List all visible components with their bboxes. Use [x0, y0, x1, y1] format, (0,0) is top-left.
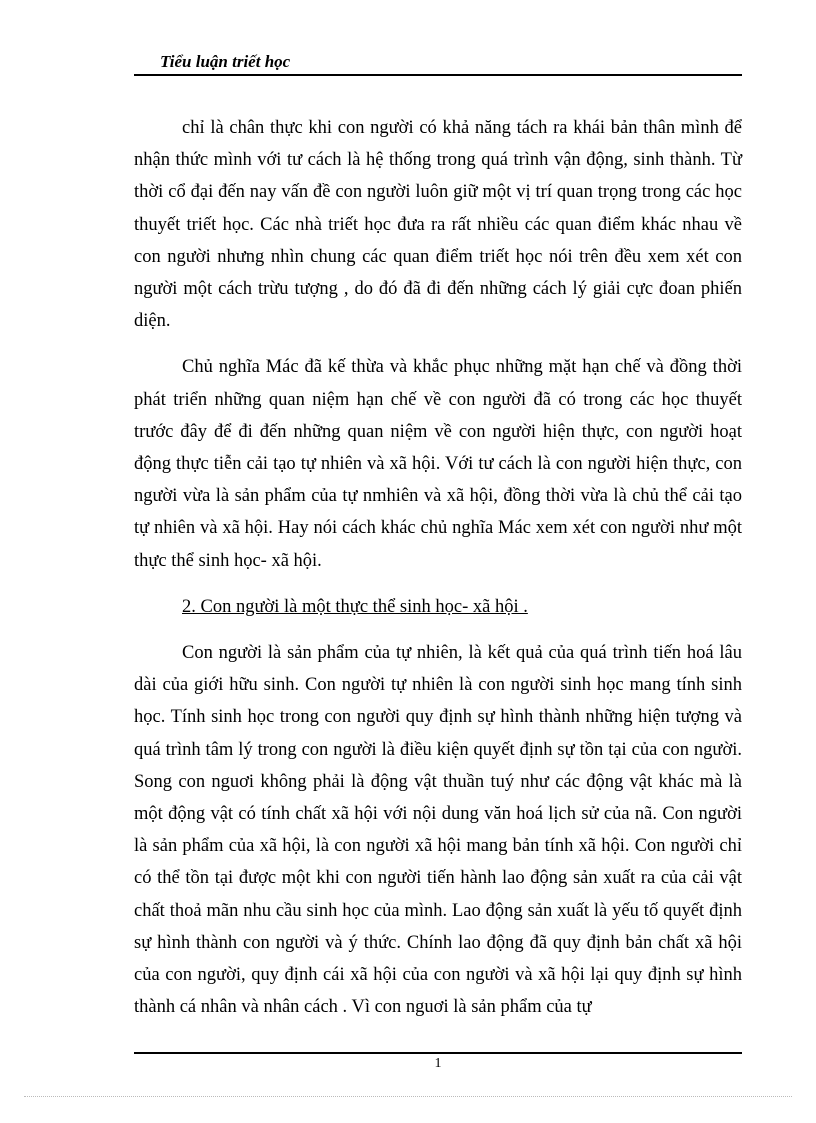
document-header-title: Tiểu luận triết học	[160, 52, 291, 71]
body-paragraph-1: chỉ là chân thực khi con người có khả năng tách ra khái bản thân mình để nhận thức mình với tư cách là hệ thống trong quá trình vận động, sinh thành. Từ thời cổ đại đến nay vấn đề con người luôn giữ một vị trí quan trọng trong các học thuyết triết học. Các nhà triết học đưa ra rất nhiều các quan điểm khác nhau về con người nhưng nhìn chung các quan điểm triết học nói trên đều xem xét con người một cách trừu tượng , do đó đã đi đến những cách lý giải cực đoan phiến diện.	[134, 118, 742, 332]
body-paragraph-3: Con người là sản phẩm của tự nhiên, là kết quả của quá trình tiến hoá lâu dài của giới hữu sinh. Con người tự nhiên là con người sinh học mang tính sinh học. Tính sinh học trong con người quy định sự hình thành những hiện tượng và quá trình tâm lý trong con người là điều kiện quyết định sự tồn tại của con người. Song con nguơi không phải là động vật thuần tuý như các động vật khác mà là một động vật có tính chất xã hội với nội dung văn hoá lịch sử của nã. Con người là sản phẩm của xã hội, là con người xã hội mang bản tính xã hội. Con người chỉ có thể tồn tại được một khi con người tiến hành lao động sản xuất ra của cải vật chất thoả mãn nhu cầu sinh học của mình. Lao động sản xuất là yếu tố quyết định sự hình thành con người và ý thức. Chính lao động đã quy định bản chất xã hội của con người, quy định cái xã hội của con người và xã hội lại quy định sự hình thành cá nhân và nhân cách . Vì con nguơi là sản phẩm của tự	[134, 643, 742, 1018]
page-edge-dotted-line	[24, 1096, 792, 1097]
section-heading: 2. Con người là một thực thể sinh học- xã hội .	[182, 596, 528, 617]
document-body	[134, 112, 742, 1023]
header-divider	[134, 74, 742, 76]
page-number: 1	[434, 1056, 442, 1071]
footer-divider	[134, 1052, 742, 1054]
body-paragraph-2: Chủ nghĩa Mác đã kế thừa và khắc phục những mặt hạn chế và đồng thời phát triển những quan niệm hạn chế về con người đã có trong các học thuyết trước đây để đi đến những quan niệm về con người hiện thực, con người hoạt động thực tiễn cải tạo tự nhiên và xã hội. Với tư cách là con người hiện thực, con người vừa là sản phẩm của tự nmhiên và xã hội, đồng thời vừa là chủ thể cải tạo tự nhiên và xã hội. Hay nói cách khác chủ nghĩa Mác xem xét con người như một thực thể sinh học- xã hội.	[134, 357, 742, 571]
